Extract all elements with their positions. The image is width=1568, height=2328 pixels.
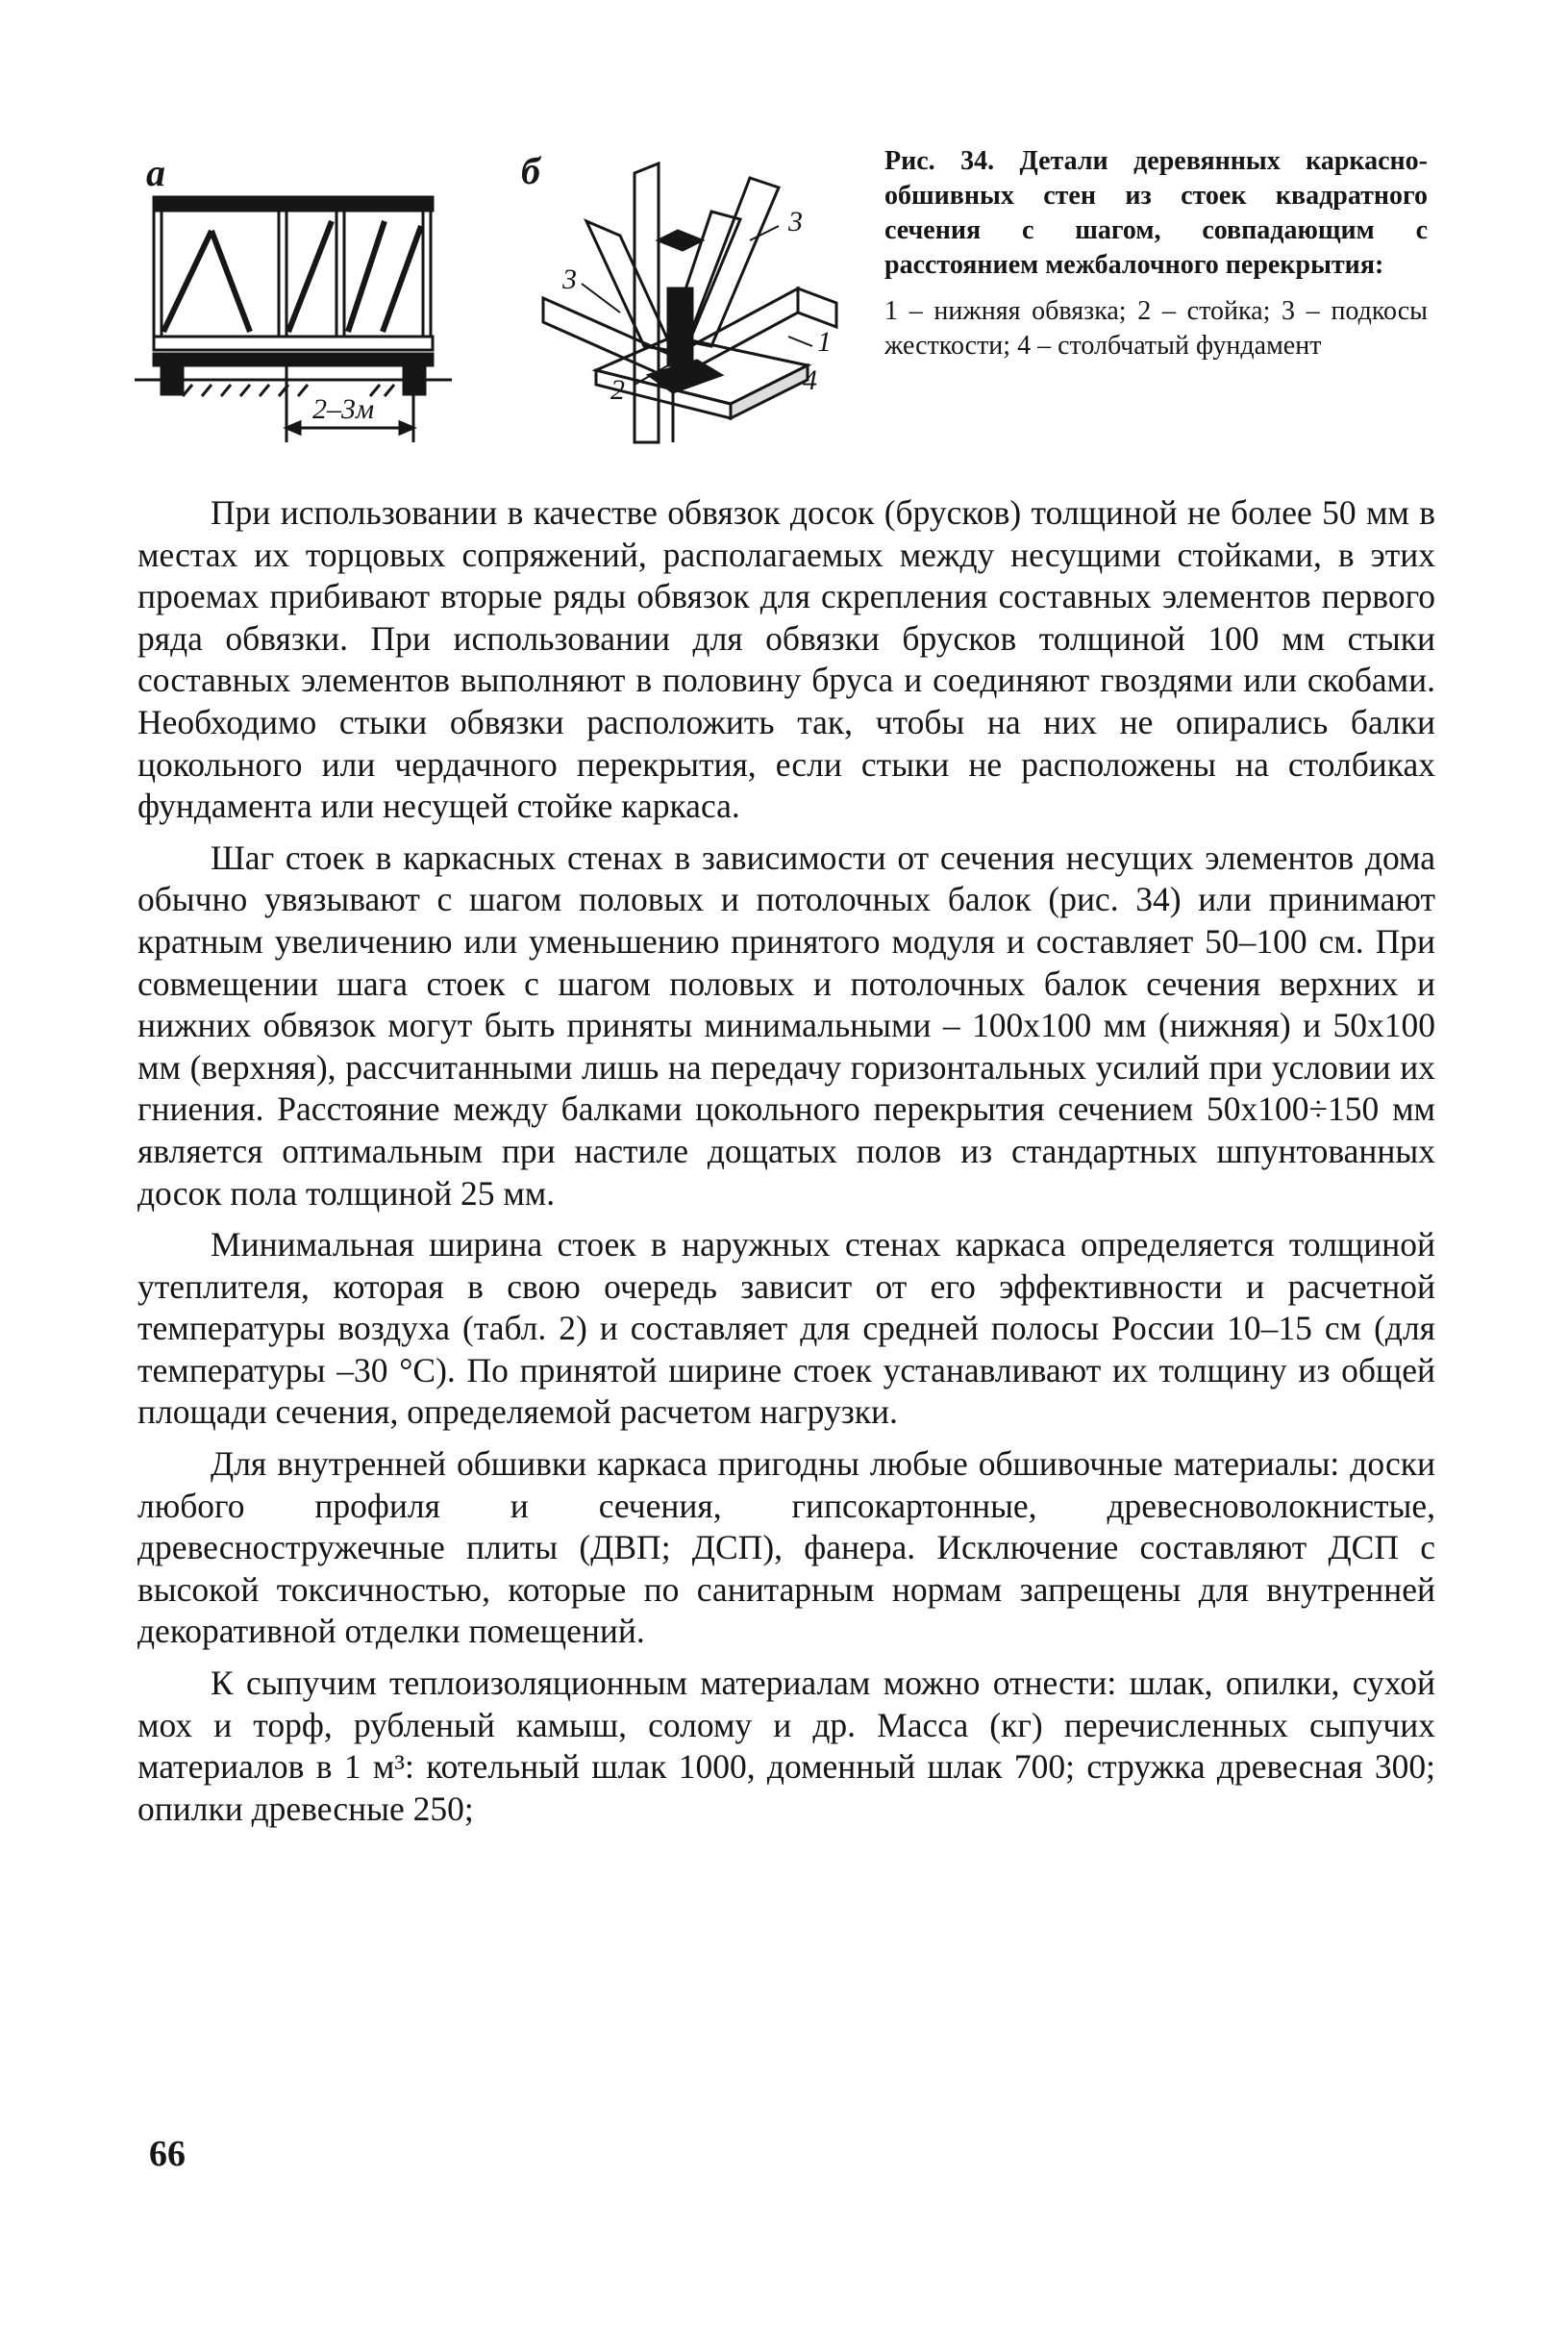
paragraph-2: Шаг стоек в каркасных стенах в зависимости от сечения несущих элементов дома обычно увязывают с шагом половых и потолочных балок (рис. 34) или принимают кратным увеличению или уменьшению принятого модуля и составляет 50–100 см. При совмещении шага стоек с шагом половых и потолочных балок сечения верхних и нижних обвязок могут быть приняты минимальными – 100х100 мм (нижняя) и 50х100 мм (верхняя), рассчитанными лишь на передачу горизонтальных усилий при условии их гниения. Расстояние между балками цокольного перекрытия сечением 50х100÷150 мм является оптимальным при настиле дощатых полов из стандартных шпунтованных досок пола толщиной 25 мм. — [137, 838, 1435, 1213]
body-text — [137, 492, 1435, 1840]
figure-label-b: б — [521, 149, 540, 192]
figure-drawing — [135, 144, 1000, 471]
callout-3-right: 3 — [788, 206, 803, 238]
caption-title: Рис. 34. Детали деревянных каркасно-обшивных стен из стоек квадратного сечения с шагом, совпадающим с расстоянием межбалочного перекрытия: — [884, 146, 1428, 280]
caption-legend: 1 – нижняя обвязка; 2 – стойка; 3 – подкосы жесткости; 4 – столбчатый фундамент — [884, 296, 1428, 361]
callout-4: 4 — [803, 364, 817, 396]
callout-1: 1 — [817, 326, 832, 358]
figure-caption — [884, 144, 1428, 363]
callout-2: 2 — [610, 374, 625, 406]
paragraph-1: При использовании в качестве обвязок досок (брусков) толщиной не более 50 мм в местах их торцовых сопряжений, располагаемых между несущими стойками, в этих проемах прибивают вторые ряды обвязок для скрепления составных элементов первого ряда обвязки. При использовании для обвязки брусков толщиной 100 мм стыки составных элементов выполняют в половину бруса и соединяют гвоздями или скобами. Необходимо стыки обвязки расположить так, чтобы на них не опирались балки цокольного или чердачного перекрытия, если стыки не расположены на столбиках фундамента или несущей стойке каркаса. — [137, 493, 1435, 826]
dimension-label: 2–3м — [312, 393, 375, 425]
paragraph-4: Для внутренней обшивки каркаса пригодны любые обшивочные материалы: доски любого профиля и сечения, гипсокартонные, древесноволокнистые, древесностружечные плиты (ДВП; ДСП), фанера. Исключение составляют ДСП с высокой токсичностью, которые по санитарным нормам запрещены для внутренней декоративной отделки помещений. — [137, 1444, 1435, 1651]
frame-wall-drawing — [135, 197, 452, 442]
figure-label-a: а — [146, 151, 165, 194]
callout-3-left: 3 — [562, 263, 577, 295]
paragraph-5: К сыпучим теплоизоляционным материалам можно отнести: шлак, опилки, сухой мох и торф, рубленый камыш, солому и др. Масса (кг) перечисленных сыпучих материалов в 1 м³: котельный шлак 1000, доменный шлак 700; стружка древесная 300; опилки древесные 250; — [137, 1664, 1435, 1828]
page-number: 66 — [149, 2134, 186, 2174]
paragraph-3: Минимальная ширина стоек в наружных стенах каркаса определяется толщиной утеплителя, которая в свою очередь зависит от его эффективности и расчетной температуры воздуха (табл. 2) и составляет для средней полосы России 10–15 см (для температуры –30 °С). По принятой ширине стоек устанавливают их толщину из общей площади сечения, определяемой расчетом нагрузки. — [137, 1225, 1435, 1432]
